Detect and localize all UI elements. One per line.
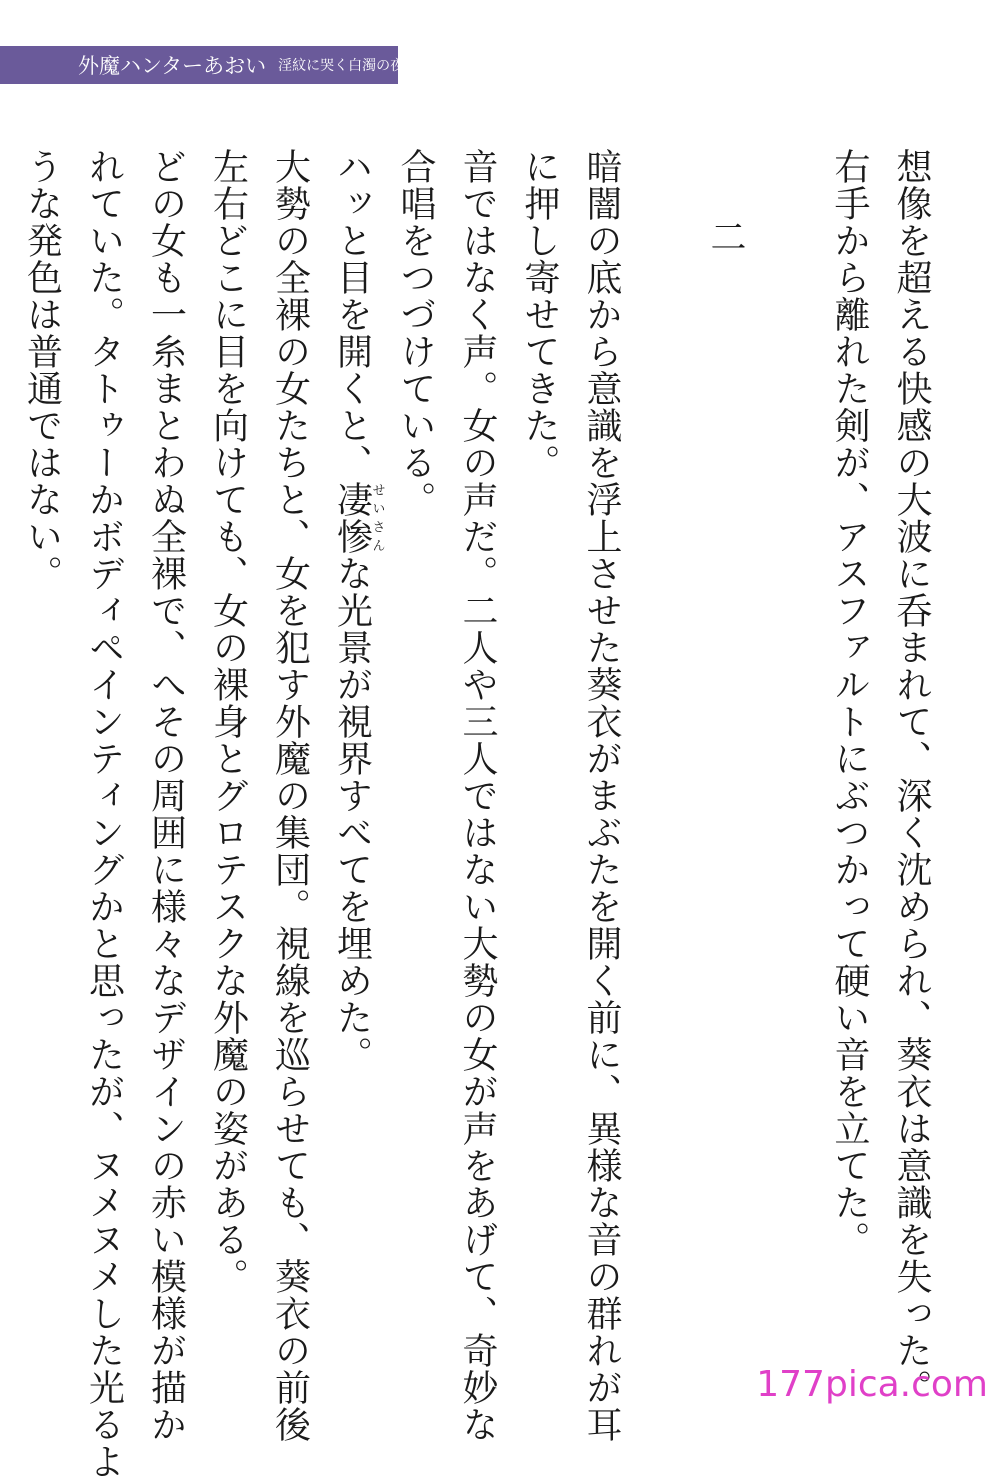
text-line: 合唱をつづけている。 [395,148,436,518]
site-watermark: 177pica.com [756,1364,988,1405]
text-line: に押し寄せてきた。 [519,148,560,481]
book-title-header [0,46,405,84]
text-line: れていた。タトゥーかボディペインティングかと思ったが、ヌメヌメした光るよ [83,148,125,1480]
text-line: うな発色は普通ではない。 [21,148,63,592]
text-segment: な光景が視界すべてを埋めた。 [331,555,373,1073]
ruby-word [331,481,385,555]
text-line: 想像を超える快感の大波に呑まれて、深く沈められ、葵衣は意識を失った。 [891,148,932,1406]
text-line: 右手から離れた剣が、アスファルトにぶつかって硬い音を立てた。 [829,148,870,1258]
text-segment: ハッと目を開くと、 [331,148,373,481]
book-subtitle: 淫紋に哭く白濁の夜 [278,58,405,74]
blank-line [632,148,694,1378]
text-line: 左右どこに目を向けても、女の裸身とグロテスクな外魔の姿がある。 [207,148,249,1295]
text-line: 音ではなく声。女の声だ。二人や三人ではない大勢の女が声をあげて、奇妙な [457,148,498,1443]
text-line-with-ruby [321,148,385,1378]
text-line: 暗闇の底から意識を浮上させた葵衣がまぶたを開く前に、異様な音の群れが耳 [581,148,622,1443]
blank-line [756,148,818,1378]
text-line: 大勢の全裸の女たちと、女を犯す外魔の集団。視線を巡らせても、葵衣の前後 [269,148,311,1443]
book-title: 外魔ハンターあおい [78,54,267,78]
chapter-number: 二 [705,218,746,255]
ruby-reading: せいさん [369,481,385,555]
ruby-base: 凄惨 [331,481,373,555]
text-line: どの女も一糸まとわぬ全裸で、へその周囲に様々なデザインの赤い模様が描か [145,148,187,1443]
